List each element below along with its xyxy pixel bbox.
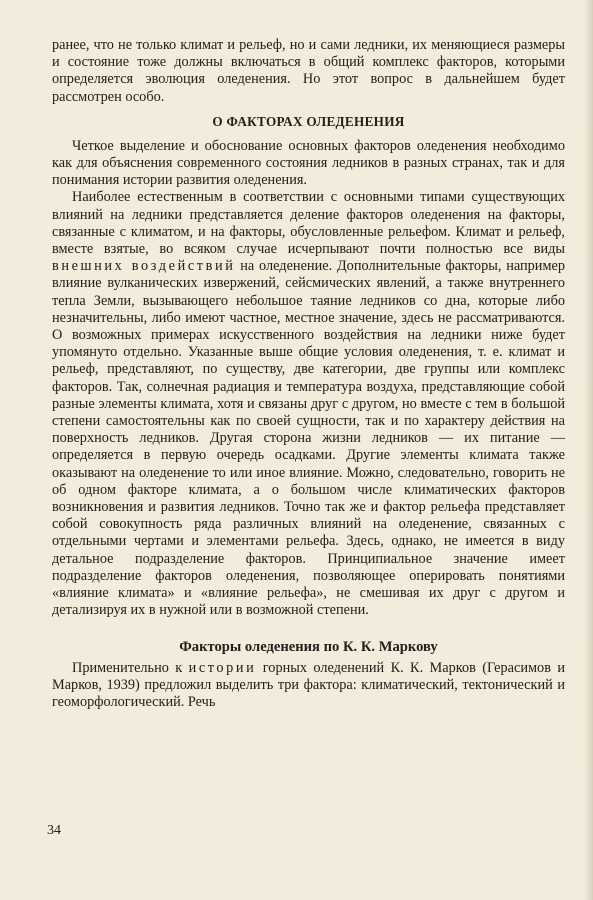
section-heading: О ФАКТОРАХ ОЛЕДЕНЕНИЯ: [212, 113, 405, 129]
text-run: на оледенение. Дополнительные факторы, например влияние вулканических извержений, сейсмических явлений, а также внутреннего тепла Земли, вызывающего небольшое таяние ледников со дна, которые либо незначительны, либо имеют частное, местное значение, здесь не рассматриваются. О возможных примерах искусственного воздействия на ледники ниже будет упомянуто отдельно. Указанные выше общие условия оледенения, т. е. климат и рельеф, представляют, по существу, две категории, две группы или комплекс факторов. Так, солнечная радиация и температура воздуха, представляющие собой разные элементы климата, хотя и связаны друг с другом, но вместе с тем в большой степени самостоятельны как по своей сущности, так и по характеру действия на поверхность ледников. Другая сторона жизни ледников — их питание — определяется в первую очередь осадками. Другие элементы климата также оказывают на оледенение то или иное влияние. Можно, следовательно, говорить не об одном факторе климата, а о большом числе климатических факторов возникновения и развития ледников. Точно так же и фактор рельефа представляет собой совокупность ряда различных влияний на оледенение, связанных с отдельными чертами и элементами рельефа. Здесь, однако, не имеется в виду детальное подразделение факторов. Принципиальное значение имеет подразделение факторов оледенения, позволяющее оперировать понятиями «влияние климата» и «влияние рельефа», не смешивая их друг с другом и детализируя их в нужной или в возможной степени.: [52, 258, 565, 619]
text-run: Применительно к: [72, 659, 183, 676]
spaced-emphasis: истории: [188, 659, 257, 676]
page-edge-shadow: [584, 0, 593, 900]
spaced-emphasis: внешних воздействий: [52, 258, 236, 275]
paragraph: Четкое выделение и обоснование основных факторов оледенения необходимо как для объяснения современного состояния ледников в разных странах, так и для понимания истории развития оледенения.: [52, 137, 565, 189]
page-number: 34: [47, 823, 61, 838]
text-run: горных оледенений К. К. Марков (Герасимов и Марков, 1939) предложил выделить три фактора: климатический, тектонический и геоморфологический. Речь: [52, 659, 565, 710]
continued-paragraph: ранее, что не только климат и рельеф, но и сами ледники, их меняющиеся размеры и состояние тоже должны включаться в общий комплекс факторов, которыми определяется эволюция оледенения. Но этот вопрос в дальнейшем будет рассмотрен особо.: [52, 37, 565, 105]
paragraph: [52, 660, 565, 712]
paragraph: [52, 189, 565, 619]
subsection-heading: Факторы оледенения по К. К. Маркову: [179, 638, 438, 655]
text-run: Наиболее естественным в соответствии с основными типами существующих влияний на ледники представляется деление факторов оледенения на факторы, связанные с климатом, и на факторы, обусловленные рельефом. Климат и рельеф, вместе взятые, во всяком случае исчерпывают почти полностью все виды: [52, 189, 565, 258]
